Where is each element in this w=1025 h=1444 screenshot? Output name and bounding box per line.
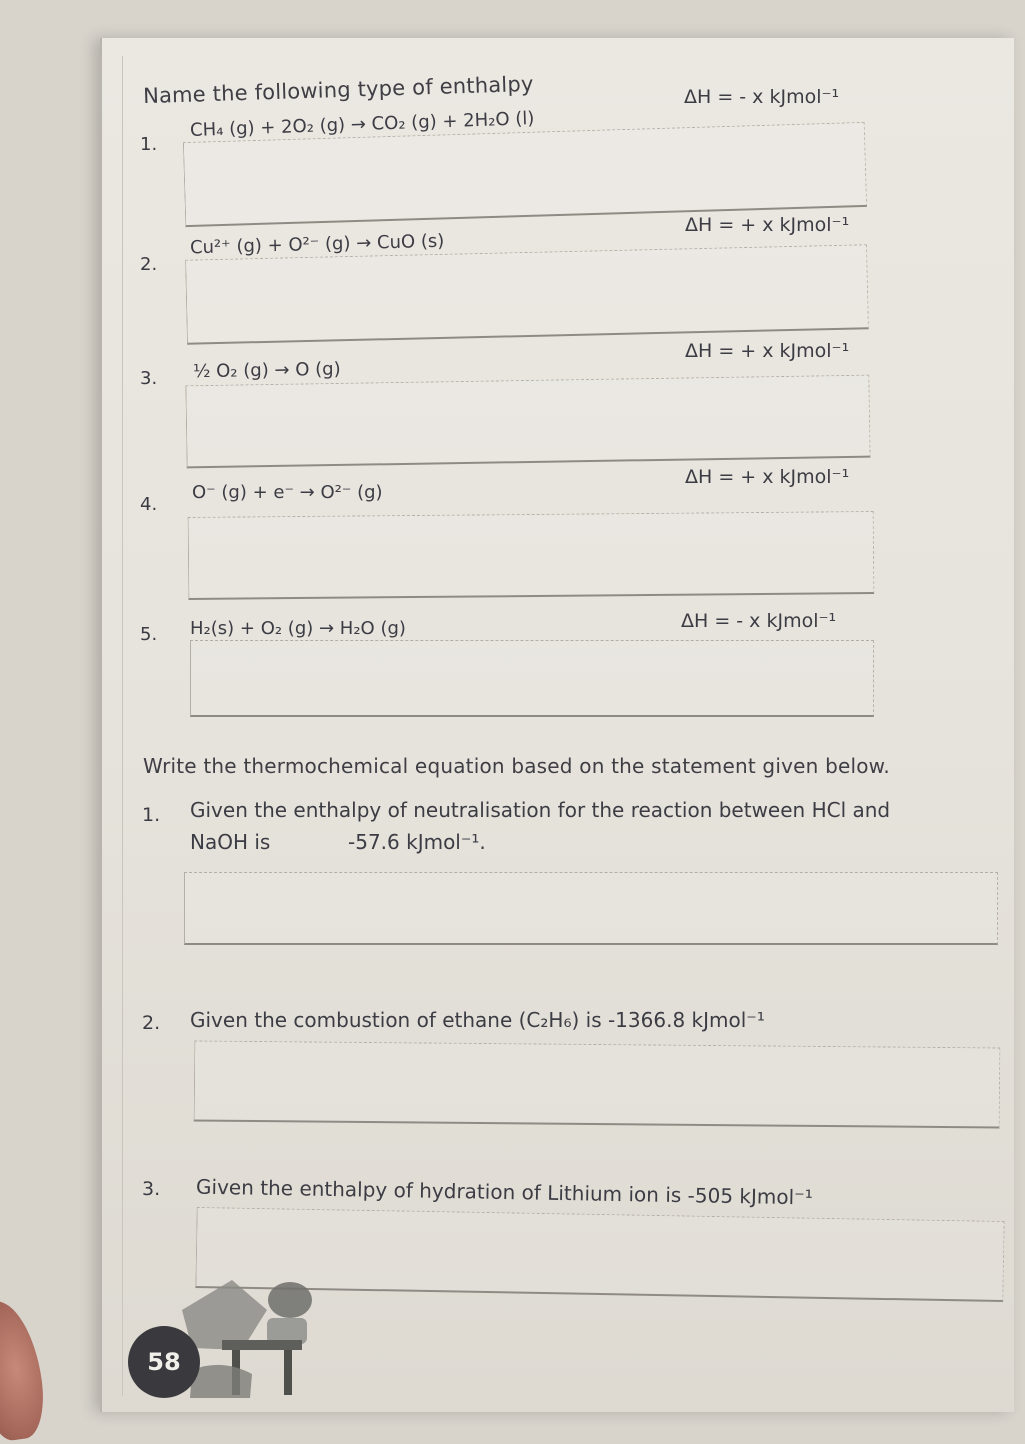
q5-equation: H₂(s) + O₂ (g) → H₂O (g) (190, 618, 406, 639)
finger-in-photo (0, 1297, 49, 1444)
s2-q2-answer-box[interactable] (194, 1040, 1001, 1128)
s2-q1-number: 1. (142, 804, 161, 826)
q4-enthalpy: ΔH = + x kJmol⁻¹ (685, 466, 850, 488)
q3-equation: ½ O₂ (g) → O (g) (192, 358, 341, 383)
q1-equation: CH₄ (g) + 2O₂ (g) → CO₂ (g) + 2H₂O (l) (189, 107, 535, 142)
q3-enthalpy: ΔH = + x kJmol⁻¹ (685, 340, 850, 362)
q4-answer-box[interactable] (188, 511, 875, 600)
q4-number: 4. (140, 494, 158, 515)
q2-answer-box[interactable] (185, 244, 869, 344)
s2-q1-line1: Given the enthalpy of neutralisation for the reaction between HCl and (190, 798, 891, 822)
q1-number: 1. (140, 134, 158, 155)
section1-heading: Name the following type of enthalpy (142, 71, 534, 109)
q3-number: 3. (140, 368, 158, 389)
q2-equation: Cu²⁺ (g) + O²⁻ (g) → CuO (s) (189, 230, 445, 259)
s2-q2-line1: Given the combustion of ethane (C₂H₆) is -1366.8 kJmol⁻¹ (190, 1008, 765, 1032)
q4-equation: O⁻ (g) + e⁻ → O²⁻ (g) (192, 482, 383, 503)
cartoon-illustration (172, 1270, 332, 1400)
s2-q1-value: -57.6 kJmol⁻¹. (348, 830, 486, 854)
section2-heading: Write the thermochemical equation based on the statement given below. (143, 754, 890, 778)
s2-q3-line1: Given the enthalpy of hydration of Lithium ion is -505 kJmol⁻¹ (195, 1174, 813, 1210)
s2-q1-answer-box[interactable] (184, 872, 998, 945)
s2-q2-number: 2. (142, 1012, 161, 1034)
q1-enthalpy: ΔH = - x kJmol⁻¹ (684, 86, 840, 108)
s2-q1-line2: NaOH is (190, 830, 271, 854)
q3-answer-box[interactable] (185, 375, 870, 469)
s2-q3-number: 3. (142, 1178, 161, 1200)
q2-enthalpy: ΔH = + x kJmol⁻¹ (685, 214, 850, 236)
q2-number: 2. (140, 254, 158, 275)
page-number-badge: 58 (128, 1326, 200, 1398)
q5-number: 5. (140, 624, 158, 645)
q5-enthalpy: ΔH = - x kJmol⁻¹ (681, 610, 837, 632)
q5-answer-box[interactable] (190, 640, 874, 717)
